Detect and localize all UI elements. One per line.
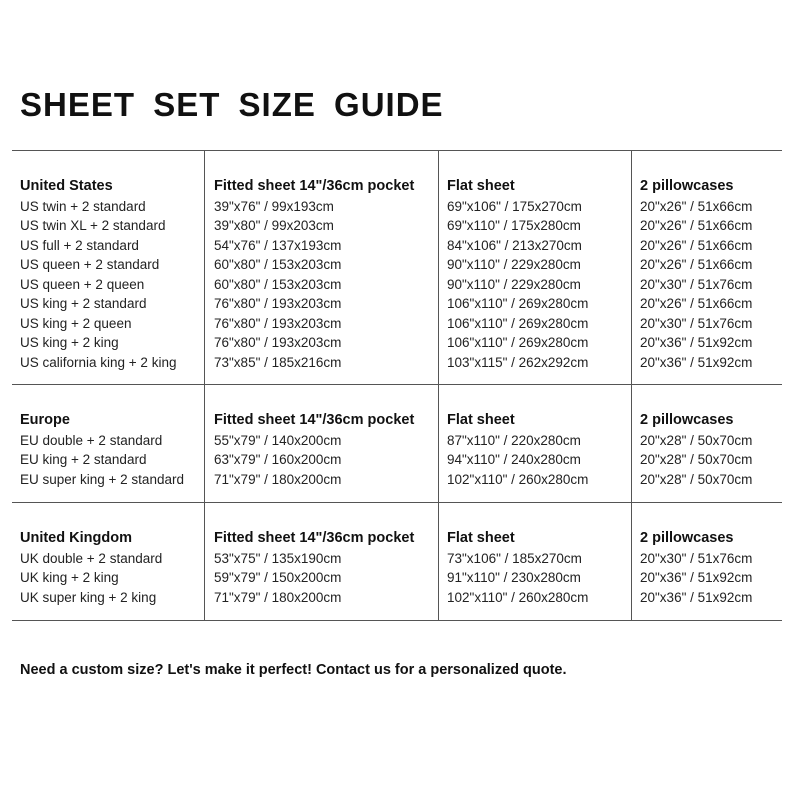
set-name: US full + 2 standard <box>20 237 139 253</box>
flat-size: 102"x110" / 260x280cm <box>447 589 589 605</box>
fitted-size: 76"x80" / 193x203cm <box>214 315 342 331</box>
fitted-sheet-column <box>204 385 438 502</box>
pillowcase-column <box>631 151 782 384</box>
region-united-states <box>12 151 782 385</box>
page-title: SHEET SET SIZE GUIDE <box>20 86 444 123</box>
fitted-size: 39"x76" / 99x193cm <box>214 198 334 214</box>
set-name: UK king + 2 king <box>20 570 119 585</box>
flat-size: 69"x110" / 175x280cm <box>447 218 581 233</box>
fitted-size: 53"x75" / 135x190cm <box>214 550 342 566</box>
flat-sheet-header: Flat sheet <box>447 178 515 194</box>
flat-size: 106"x110" / 269x280cm <box>447 335 589 350</box>
size-guide-table <box>12 150 782 621</box>
set-name: UK double + 2 standard <box>20 550 163 566</box>
flat-size: 94"x110" / 240x280cm <box>447 452 581 467</box>
pillowcase-size: 20"x36" / 51x92cm <box>640 335 753 350</box>
region-heading: United Kingdom <box>20 530 132 546</box>
flat-size: 69"x106" / 175x270cm <box>447 198 582 214</box>
flat-size: 106"x110" / 269x280cm <box>447 315 589 331</box>
flat-sheet-column <box>438 503 631 620</box>
set-name: EU king + 2 standard <box>20 452 147 467</box>
flat-sheet-column <box>438 385 631 502</box>
pillowcase-size: 20"x36" / 51x92cm <box>640 354 753 370</box>
fitted-size: 71"x79" / 180x200cm <box>214 589 342 605</box>
set-column <box>12 385 204 502</box>
pillowcase-header: 2 pillowcases <box>640 178 734 194</box>
flat-size: 106"x110" / 269x280cm <box>447 296 589 311</box>
flat-sheet-column <box>438 151 631 384</box>
fitted-size: 39"x80" / 99x203cm <box>214 218 334 233</box>
fitted-sheet-column <box>204 503 438 620</box>
set-name: EU super king + 2 standard <box>20 471 184 487</box>
set-name: UK super king + 2 king <box>20 589 157 605</box>
set-name: US king + 2 standard <box>20 296 147 311</box>
fitted-size: 60"x80" / 153x203cm <box>214 257 342 272</box>
pillowcase-column <box>631 385 782 502</box>
region-europe <box>12 385 782 503</box>
fitted-size: 60"x80" / 153x203cm <box>214 276 342 292</box>
flat-size: 103"x115" / 262x292cm <box>447 354 589 370</box>
flat-sheet-header: Flat sheet <box>447 412 515 428</box>
flat-size: 73"x106" / 185x270cm <box>447 550 582 566</box>
fitted-sheet-header: Fitted sheet 14"/36cm pocket <box>214 412 415 428</box>
region-united-kingdom <box>12 503 782 621</box>
pillowcase-size: 20"x36" / 51x92cm <box>640 570 753 585</box>
set-name: US king + 2 king <box>20 335 119 350</box>
fitted-size: 76"x80" / 193x203cm <box>214 296 342 311</box>
fitted-size: 63"x79" / 160x200cm <box>214 452 342 467</box>
pillowcase-size: 20"x26" / 51x66cm <box>640 218 753 233</box>
pillowcase-size: 20"x30" / 51x76cm <box>640 550 753 566</box>
fitted-sheet-header: Fitted sheet 14"/36cm pocket <box>214 530 415 546</box>
region-heading: United States <box>20 178 113 194</box>
set-name: US queen + 2 queen <box>20 276 145 292</box>
set-name: US queen + 2 standard <box>20 257 160 272</box>
pillowcase-size: 20"x30" / 51x76cm <box>640 276 753 292</box>
pillowcase-size: 20"x28" / 50x70cm <box>640 471 753 487</box>
fitted-size: 76"x80" / 193x203cm <box>214 335 342 350</box>
pillowcase-size: 20"x30" / 51x76cm <box>640 315 753 331</box>
region-heading: Europe <box>20 412 70 428</box>
fitted-size: 54"x76" / 137x193cm <box>214 237 342 253</box>
pillowcase-size: 20"x28" / 50x70cm <box>640 452 753 467</box>
set-column <box>12 503 204 620</box>
pillowcase-size: 20"x26" / 51x66cm <box>640 296 753 311</box>
pillowcase-size: 20"x26" / 51x66cm <box>640 257 753 272</box>
flat-size: 84"x106" / 213x270cm <box>447 237 582 253</box>
set-name: US california king + 2 king <box>20 354 177 370</box>
fitted-size: 71"x79" / 180x200cm <box>214 471 342 487</box>
pillowcase-header: 2 pillowcases <box>640 412 734 428</box>
fitted-sheet-header: Fitted sheet 14"/36cm pocket <box>214 178 415 194</box>
flat-size: 91"x110" / 230x280cm <box>447 570 581 585</box>
set-name: EU double + 2 standard <box>20 432 163 448</box>
pillowcase-header: 2 pillowcases <box>640 530 734 546</box>
flat-size: 102"x110" / 260x280cm <box>447 471 589 487</box>
pillowcase-size: 20"x36" / 51x92cm <box>640 589 753 605</box>
fitted-size: 55"x79" / 140x200cm <box>214 432 342 448</box>
pillowcase-size: 20"x28" / 50x70cm <box>640 432 753 448</box>
pillowcase-size: 20"x26" / 51x66cm <box>640 198 753 214</box>
set-name: US king + 2 queen <box>20 315 132 331</box>
pillowcase-size: 20"x26" / 51x66cm <box>640 237 753 253</box>
fitted-sheet-column <box>204 151 438 384</box>
pillowcase-column <box>631 503 782 620</box>
fitted-size: 59"x79" / 150x200cm <box>214 570 342 585</box>
set-name: US twin + 2 standard <box>20 198 146 214</box>
set-name: US twin XL + 2 standard <box>20 218 166 233</box>
set-column <box>12 151 204 384</box>
custom-size-note: Need a custom size? Let's make it perfect! Contact us for a personalized quote. <box>20 662 567 678</box>
flat-sheet-header: Flat sheet <box>447 530 515 546</box>
fitted-size: 73"x85" / 185x216cm <box>214 354 342 370</box>
flat-size: 87"x110" / 220x280cm <box>447 432 581 448</box>
flat-size: 90"x110" / 229x280cm <box>447 257 581 272</box>
flat-size: 90"x110" / 229x280cm <box>447 276 581 292</box>
